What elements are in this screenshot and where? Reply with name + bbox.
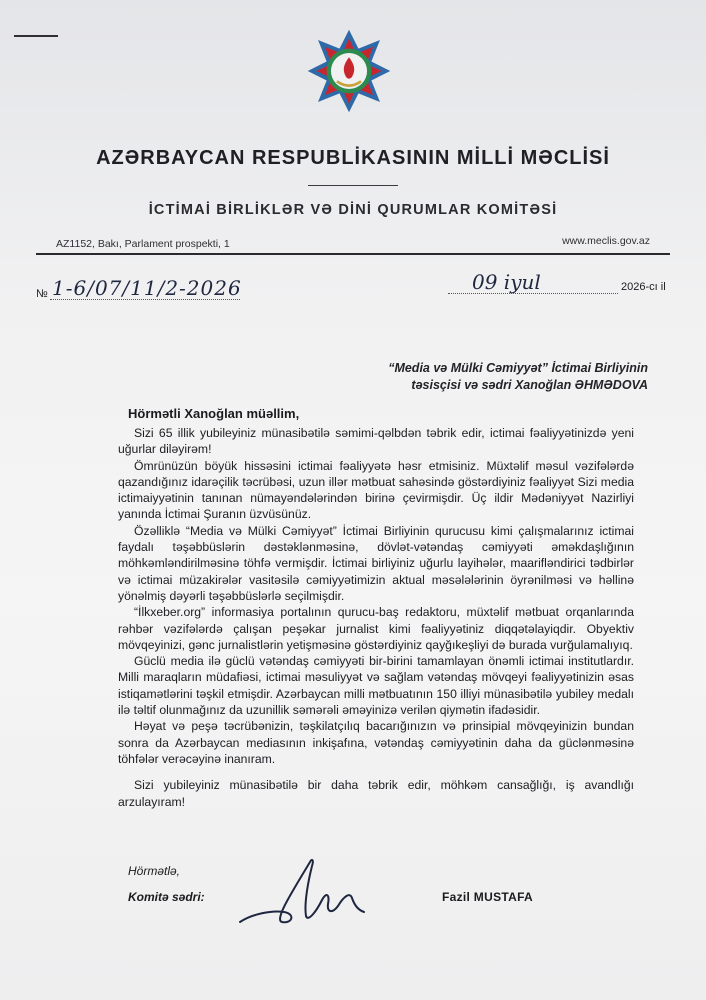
salutation: Hörmətli Xanoğlan müəllim, (128, 406, 300, 421)
handwritten-signature (232, 852, 392, 932)
signer-name: Fazil MUSTAFA (442, 890, 534, 904)
corner-mark (14, 35, 58, 37)
date-line (448, 292, 618, 294)
paragraph: “İlkxeber.org” informasiya portalının qurucu-baş redaktoru, müxtəlif mətbuat orqanlarında rəhbər vəzifələrdə çalışan peşəkar jurnalist kimi fəaliyyətiniz diqqətəlayiqdir. Obyektiv mövqeyinizi, gənc jurnalistlərin yetişməsinə göstərdiyiniz qayğıkeşliyi də burada vurğulamalıyıq. (118, 605, 634, 652)
reference-number-line (50, 298, 240, 300)
paragraph: Ömrünüzün böyük hissəsini ictimai fəaliyyətə həsr etmisiniz. Müxtəlif məsul vəzifələrdə qazandığınız idarəçilik təcrübəsi, uzun illər mətbuat sahəsində göstərdiyiniz fəaliyyət Sizi media ictimaiyyətinin tanınan nümayəndələrindən birinə çevirmişdir. Üç ildir Mədəniyyət Nazirliyi yanında İctimai Şuranın üzvüsünüz. (118, 458, 634, 522)
title-divider (308, 185, 398, 186)
paragraph: Özəlliklə “Media və Mülki Cəmiyyət” İctimai Birliyinin qurucusu kimi çalışmalarınız ictimai faydalı təşəbbüslərin dəstəklənməsinə, dövlət-vətəndaş cəmiyyəti əməkdaşlığının möhkəmləndirilməsinə töhfə vermişdir. İctimai birliyiniz uğurlu layihələr, maarifləndirici tədbirlər və ictimai müzakirələr vasitəsilə cəmiyyətimizin aktual məsələlərinin öyrənilməsi və həllinə yönəlmiş dəyərli təşəbbüslərlə seçilmişdir. (118, 523, 634, 603)
paragraph: Həyat və peşə təcrübənizin, təşkilatçılıq bacarığınızın və prinsipial mövqeyinizin bundan sonra da Azərbaycan mediasının inkişafına, vətəndaş cəmiyyətinin daha da güclənməsinə töhfələr verəcəyinə inanıram. (118, 719, 634, 766)
reference-number-label: № (36, 288, 48, 300)
state-emblem-icon (306, 28, 392, 114)
addressee-line-2: təsisçisi və sədri Xanoğlan ƏHMƏDOVA (411, 378, 648, 392)
addressee-line-1: “Media və Mülki Cəmiyyət” İctimai Birliyinin (388, 361, 648, 375)
parliament-title: AZƏRBAYCAN RESPUBLİKASININ MİLLİ MƏCLİSİ (96, 147, 610, 169)
website: www.meclis.gov.az (562, 235, 650, 247)
date-handwritten: 09 iyul (472, 270, 541, 294)
paragraph: Güclü media ilə güclü vətəndaş cəmiyyəti bir-birini tamamlayan önəmli ictimai institutlardır. Milli maraqların müdafiəsi, ictimai məsuliyyət və sağlam vətəndaş mövqeyi fəaliyyətinizin əsas istiqamətlərini təşkil etmişdir. Azərbaycan milli mətbuatının 150 illiyi münasibətilə yubiley medalı ilə təltif olunmağınız da uzunillik səmərəli əməyinizə verilən qiymətin ifadəsidir. (118, 654, 634, 718)
letter-body (118, 425, 634, 810)
address: AZ1152, Bakı, Parlament prospekti, 1 (56, 238, 230, 250)
paragraph: Sizi yubileyiniz münasibətilə bir daha təbrik edir, möhkəm cansağlığı, iş avandlığı arzulayıram! (118, 778, 634, 809)
closing: Hörmətlə, (128, 864, 181, 878)
header-rule (36, 253, 670, 255)
addressee-block (248, 360, 648, 394)
committee-title: İCTİMAİ BİRLİKLƏR VƏ DİNİ QURUMLAR KOMİTƏSİ (148, 202, 558, 218)
paragraph: Sizi 65 illik yubileyiniz münasibətilə səmimi-qəlbdən təbrik edir, ictimai fəaliyyətinizdə yeni uğurlar diləyirəm! (118, 426, 634, 457)
signer-title: Komitə sədri: (128, 890, 205, 904)
reference-number-handwritten: 1-6/07/11/2-2026 (52, 276, 242, 300)
date-year: 2026-cı il (621, 281, 666, 293)
